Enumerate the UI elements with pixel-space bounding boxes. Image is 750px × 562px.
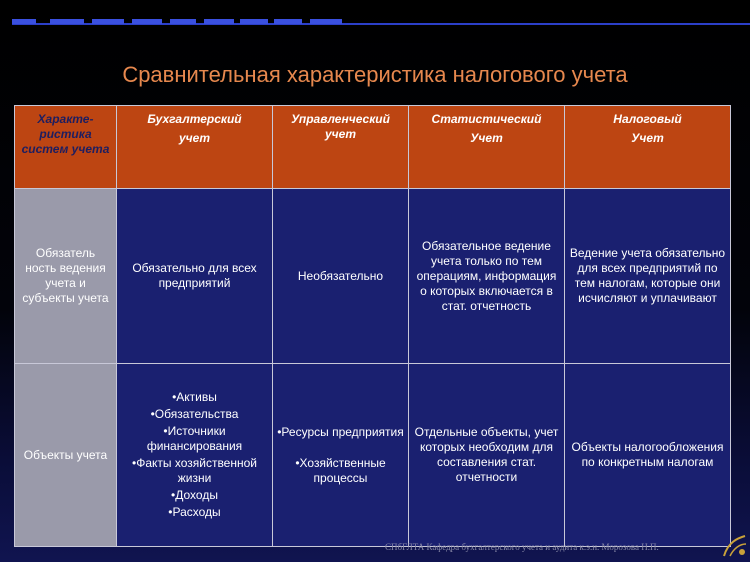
cell-accounting-objects xyxy=(117,364,273,547)
header-cell-accounting: Бухгалтерский учет xyxy=(117,106,273,189)
row-label-objects: Объекты учета xyxy=(15,364,117,547)
comparison-table xyxy=(14,105,731,547)
corner-ornament-icon xyxy=(720,532,748,560)
cell-tax-obligation: Ведение учета обязательно для всех предприятий по тем налогам, которые они исчисляют и уплачивают xyxy=(565,189,731,364)
list-item: •Хозяйственные процессы xyxy=(295,455,386,485)
row-label-obligation: Обязатель ность ведения учета и субъекты учета xyxy=(15,189,117,364)
list-item: •Ресурсы предприятия xyxy=(277,424,404,439)
slide-title: Сравнительная характеристика налогового учета xyxy=(122,62,628,87)
header-cell-statistical: Статистический Учет xyxy=(409,106,565,189)
cell-management-obligation: Необязательно xyxy=(273,189,409,364)
list-item: •Обязательства xyxy=(150,407,239,421)
table-row xyxy=(15,364,731,547)
header-cell-characteristic: Характе-ристика систем учета xyxy=(15,106,117,189)
list-item: •Факты хозяйственной жизни xyxy=(132,456,257,485)
footer-credit: СПбГЛТА Кафедра бухгалтерского учета и аудита к.э.н. Морозова Н.П. xyxy=(385,542,659,552)
top-decoration-bar xyxy=(0,18,750,28)
list-item: •Расходы xyxy=(168,505,221,519)
cell-statistical-objects: Отдельные объекты, учет которых необходим для составления стат. отчетности xyxy=(409,364,565,547)
list-item: •Источники финансирования xyxy=(146,424,243,453)
list-item: •Активы xyxy=(172,390,217,404)
cell-statistical-obligation: Обязательное ведение учета только по тем операциям, информация о которых включается в стат. отчетность xyxy=(409,189,565,364)
cell-management-objects xyxy=(273,364,409,547)
cell-accounting-obligation: Обязательно для всех предприятий xyxy=(117,189,273,364)
header-cell-management: Управленческий учет xyxy=(273,106,409,189)
header-cell-tax: Налоговый Учет xyxy=(565,106,731,189)
table-header-row xyxy=(15,106,731,189)
list-item: •Доходы xyxy=(171,488,218,502)
cell-tax-objects: Объекты налогообложения по конкретным налогам xyxy=(565,364,731,547)
table-row xyxy=(15,189,731,364)
